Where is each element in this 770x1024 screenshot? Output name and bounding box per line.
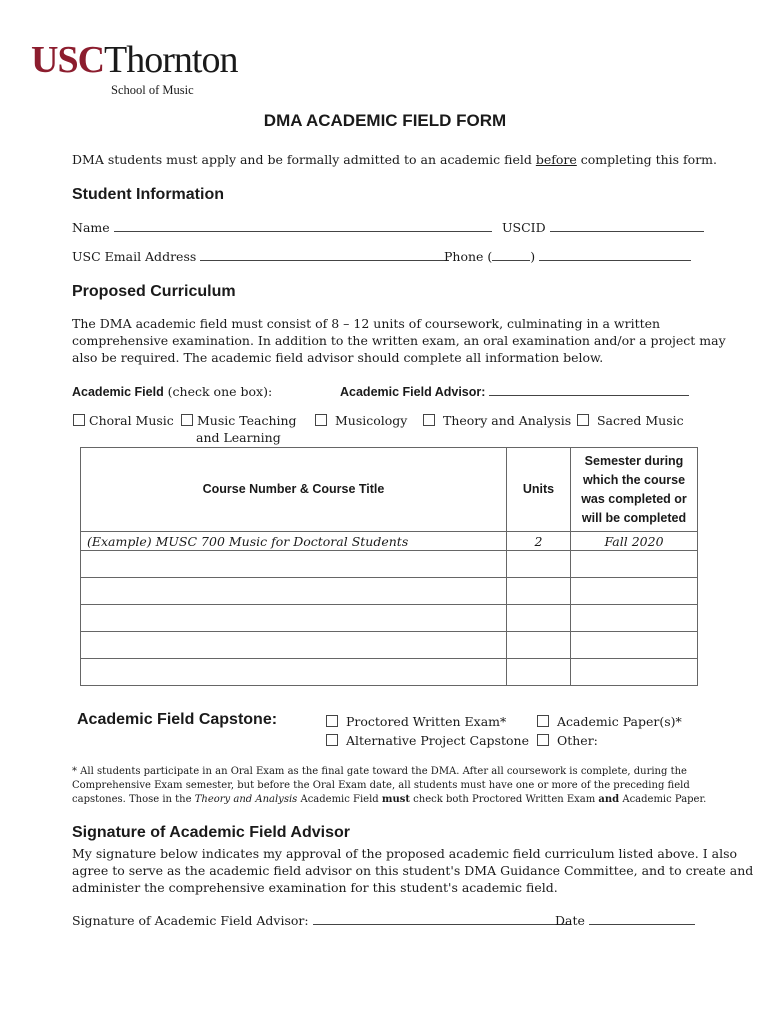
course-cell[interactable]	[81, 659, 507, 686]
course-cell[interactable]	[81, 578, 507, 605]
signature-label: Signature of Academic Field Advisor:	[72, 913, 309, 928]
table-row	[81, 659, 698, 686]
capstone-proctored-exam[interactable]: Proctored Written Exam*	[326, 713, 506, 730]
uscid-row	[502, 219, 704, 236]
phone-area-field[interactable]	[492, 249, 530, 261]
name-field[interactable]	[114, 220, 492, 232]
logo-thornton: Thornton	[104, 39, 238, 81]
uscid-field[interactable]	[550, 220, 704, 232]
advisor-label: Academic Field Advisor:	[340, 385, 486, 399]
units-cell[interactable]	[507, 659, 571, 686]
course-table	[80, 447, 698, 686]
student-info-heading: Student Information	[72, 186, 224, 203]
table-row	[81, 551, 698, 578]
date-row	[555, 912, 695, 929]
signature-row	[72, 912, 571, 929]
capstone-heading: Academic Field Capstone:	[77, 711, 278, 728]
date-field[interactable]	[589, 913, 695, 925]
form-title: DMA ACADEMIC FIELD FORM	[263, 111, 507, 130]
option-music-teaching[interactable]: Music Teaching	[181, 412, 297, 429]
phone-row: Phone ( )	[444, 248, 691, 265]
capstone-academic-paper[interactable]: Academic Paper(s)*	[537, 713, 682, 730]
example-semester: Fall 2020	[571, 532, 698, 551]
capstone-other[interactable]: Other:	[537, 732, 598, 749]
table-row	[81, 532, 698, 551]
course-cell[interactable]	[81, 551, 507, 578]
signature-text: My signature below indicates my approval of the proposed academic field curriculum listed above. I also agree to serve as the academic field advisor on this student's DMA Guidance Committee, and to create and administer the comprehensive examination for this student's academic field.	[72, 846, 754, 895]
table-header-row	[81, 448, 698, 532]
uscid-label: USCID	[502, 220, 546, 235]
units-cell[interactable]	[507, 605, 571, 632]
semester-cell[interactable]	[571, 605, 698, 632]
example-units: 2	[507, 532, 571, 551]
semester-cell[interactable]	[571, 632, 698, 659]
option-music-teaching-cont: and Learning	[196, 430, 281, 445]
signature-field[interactable]	[313, 913, 571, 925]
checkbox-icon[interactable]	[326, 715, 338, 727]
checkbox-icon[interactable]	[181, 414, 193, 426]
checkbox-icon[interactable]	[537, 734, 549, 746]
academic-field-label: Academic Field (check one box):	[72, 384, 273, 399]
email-field[interactable]	[200, 249, 449, 261]
header-semester: Semester during which the course was completed or will be completed	[571, 448, 698, 532]
phone-label: Phone (	[444, 249, 493, 264]
signature-heading: Signature of Academic Field Advisor	[72, 824, 350, 841]
curriculum-heading: Proposed Curriculum	[72, 283, 236, 300]
checkbox-icon[interactable]	[537, 715, 549, 727]
example-course: (Example) MUSC 700 Music for Doctoral Students	[81, 532, 507, 551]
logo	[31, 38, 237, 82]
option-choral-music[interactable]: Choral Music	[73, 412, 174, 429]
option-sacred-music[interactable]: Sacred Music	[577, 412, 684, 429]
header-course: Course Number & Course Title	[81, 448, 507, 532]
course-cell[interactable]	[81, 632, 507, 659]
intro-text: DMA students must apply and be formally admitted to an academic field before completing this form.	[72, 152, 718, 167]
phone-number-field[interactable]	[539, 249, 691, 261]
advisor-row	[340, 383, 689, 401]
option-theory-analysis[interactable]: Theory and Analysis	[423, 412, 571, 429]
curriculum-text: The DMA academic field must consist of 8 – 12 units of coursework, culminating in a written comprehensive examination. In addition to the written exam, an oral examination and/or a project may also be required. The academic field advisor should complete all information below.	[72, 316, 726, 365]
advisor-field[interactable]	[489, 384, 689, 396]
name-row	[72, 219, 492, 236]
option-musicology[interactable]: Musicology	[315, 412, 407, 429]
table-row	[81, 605, 698, 632]
capstone-alternative-project[interactable]: Alternative Project Capstone	[326, 732, 529, 749]
footnote: * All students participate in an Oral Exam as the final gate toward the DMA. After all coursework is complete, during the Comprehensive Exam semester, but before the Oral Exam date, all students must have one or more of the preceding field capstones. Those in the Theory and Analysis Academic Field must check both Proctored Written Exam and Academic Paper.	[72, 766, 707, 805]
checkbox-icon[interactable]	[326, 734, 338, 746]
logo-subtitle: School of Music	[111, 83, 194, 97]
course-cell[interactable]	[81, 605, 507, 632]
semester-cell[interactable]	[571, 578, 698, 605]
email-row	[72, 248, 449, 265]
semester-cell[interactable]	[571, 551, 698, 578]
units-cell[interactable]	[507, 551, 571, 578]
header-units: Units	[507, 448, 571, 532]
logo-usc: USC	[31, 39, 105, 81]
table-row	[81, 632, 698, 659]
name-label: Name	[72, 220, 110, 235]
checkbox-icon[interactable]	[423, 414, 435, 426]
checkbox-icon[interactable]	[73, 414, 85, 426]
units-cell[interactable]	[507, 632, 571, 659]
checkbox-icon[interactable]	[315, 414, 327, 426]
date-label: Date	[555, 913, 585, 928]
semester-cell[interactable]	[571, 659, 698, 686]
table-row	[81, 578, 698, 605]
checkbox-icon[interactable]	[577, 414, 589, 426]
email-label: USC Email Address	[72, 249, 197, 264]
units-cell[interactable]	[507, 578, 571, 605]
